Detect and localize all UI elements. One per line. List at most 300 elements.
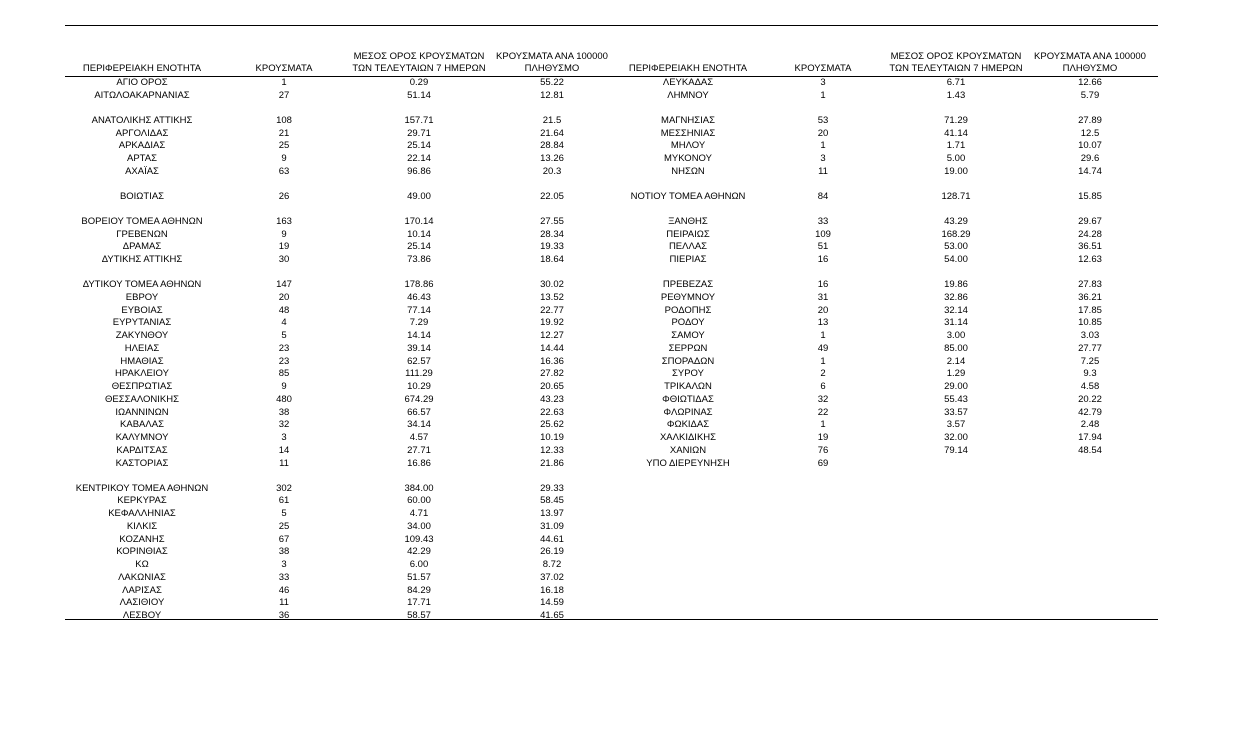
table-row bbox=[611, 115, 1158, 128]
cell-avg-7-days: 10.29 bbox=[407, 381, 431, 392]
spacer-row bbox=[65, 470, 611, 482]
cell-region: ΦΛΩΡΙΝΑΣ bbox=[663, 406, 713, 418]
cell-region: ΕΥΡΥΤΑΝΙΑΣ bbox=[112, 317, 172, 329]
spacer-row bbox=[611, 204, 1158, 216]
cell-cases: 9 bbox=[281, 153, 287, 164]
cell-per-100k: 28.84 bbox=[540, 140, 564, 152]
cell-region: ΘΕΣΠΡΩΤΙΑΣ bbox=[111, 381, 173, 392]
cell-per-100k: 24.28 bbox=[1078, 228, 1102, 240]
cell-per-100k: 44.61 bbox=[540, 533, 564, 545]
cell-region: ΣΕΡΡΩΝ bbox=[668, 342, 708, 354]
cell-per-100k: 29.67 bbox=[1078, 215, 1102, 227]
cell-avg-7-days: 0.29 bbox=[409, 77, 429, 88]
cell-cases: 5 bbox=[281, 330, 287, 341]
cell-cases: 1 bbox=[281, 77, 287, 88]
cell-cases: 63 bbox=[278, 165, 290, 177]
table-row bbox=[65, 292, 611, 305]
cell-region: ΞΑΝΘΗΣ bbox=[668, 215, 708, 227]
cell-avg-7-days: 43.29 bbox=[944, 215, 968, 227]
cell-avg-7-days: 1.71 bbox=[946, 140, 966, 152]
table-row bbox=[611, 229, 1158, 242]
top-rule bbox=[65, 25, 1158, 26]
cell-per-100k: 10.07 bbox=[1078, 140, 1102, 152]
cell-avg-7-days: 157.71 bbox=[404, 114, 434, 126]
cell-avg-7-days: 84.29 bbox=[407, 584, 431, 596]
cell-cases: 4 bbox=[281, 317, 287, 329]
cell-avg-7-days: 51.14 bbox=[407, 89, 431, 101]
cell-cases: 19 bbox=[278, 241, 290, 253]
cell-region: ΚΑΒΑΛΑΣ bbox=[120, 419, 164, 431]
cell-per-100k: 42.79 bbox=[1078, 406, 1102, 418]
cell-avg-7-days: 10.14 bbox=[407, 228, 431, 240]
cell-region: ΠΡΕΒΕΖΑΣ bbox=[662, 279, 714, 290]
cell-per-100k: 15.85 bbox=[1078, 190, 1102, 202]
cell-cases: 1 bbox=[820, 330, 826, 341]
table-row bbox=[611, 368, 1158, 381]
cell-per-100k: 27.55 bbox=[540, 215, 564, 227]
cell-avg-7-days: 16.86 bbox=[407, 457, 431, 469]
table-row bbox=[65, 521, 611, 534]
table-row bbox=[65, 407, 611, 420]
cell-cases: 13 bbox=[817, 317, 829, 329]
cell-region: ΑΡΚΑΔΙΑΣ bbox=[118, 140, 166, 152]
cell-avg-7-days: 39.14 bbox=[407, 342, 431, 354]
cell-region: ΛΕΣΒΟΥ bbox=[122, 610, 162, 621]
cell-avg-7-days: 1.43 bbox=[946, 89, 966, 101]
header-per-100k bbox=[496, 51, 608, 75]
cell-avg-7-days: 54.00 bbox=[944, 254, 968, 265]
cell-avg-7-days: 6.71 bbox=[946, 77, 966, 88]
cases-table-right bbox=[611, 52, 1158, 470]
cell-per-100k: 22.05 bbox=[540, 190, 564, 202]
cell-region: ΑΓΙΟ ΟΡΟΣ bbox=[116, 77, 168, 88]
cell-per-100k: 20.22 bbox=[1078, 393, 1102, 405]
cell-per-100k: 31.09 bbox=[540, 520, 564, 532]
header-per100k-line2: ΠΛΗΘΥΣΜΟ bbox=[524, 63, 580, 74]
table-row bbox=[611, 166, 1158, 179]
cell-avg-7-days: 27.71 bbox=[407, 444, 431, 456]
cell-region: ΙΩΑΝΝΙΝΩΝ bbox=[115, 406, 169, 418]
cell-cases: 3 bbox=[820, 153, 826, 164]
cell-per-100k: 21.5 bbox=[542, 114, 562, 126]
cell-region: ΛΑΡΙΣΑΣ bbox=[122, 584, 162, 596]
table-row bbox=[65, 77, 611, 90]
cell-avg-7-days: 674.29 bbox=[404, 393, 434, 405]
cell-cases: 51 bbox=[817, 241, 829, 253]
cell-per-100k: 14.59 bbox=[540, 597, 564, 609]
header-per100k-line1: ΚΡΟΥΣΜΑΤΑ ΑΝΑ 100000 bbox=[1034, 51, 1146, 62]
cell-region: ΑΝΑΤΟΛΙΚΗΣ ΑΤΤΙΚΗΣ bbox=[91, 114, 193, 126]
cell-region: ΔΡΑΜΑΣ bbox=[122, 241, 162, 253]
cell-avg-7-days: 73.86 bbox=[407, 254, 431, 265]
cell-region: ΧΑΝΙΩΝ bbox=[669, 444, 707, 456]
cell-avg-7-days: 3.57 bbox=[946, 419, 966, 431]
cell-avg-7-days: 2.14 bbox=[946, 355, 966, 367]
table-row bbox=[65, 317, 611, 330]
cell-region: ΓΡΕΒΕΝΩΝ bbox=[116, 228, 168, 240]
cell-region: ΜΗΛΟΥ bbox=[670, 140, 706, 152]
cell-region: ΛΑΚΩΝΙΑΣ bbox=[118, 571, 166, 583]
table-row bbox=[65, 330, 611, 343]
cell-cases: 21 bbox=[278, 127, 290, 139]
cell-cases: 20 bbox=[817, 304, 829, 316]
cell-region: ΑΡΤΑΣ bbox=[127, 153, 157, 164]
table-row bbox=[611, 394, 1158, 407]
table-row bbox=[65, 343, 611, 356]
table-row bbox=[611, 381, 1158, 394]
cell-region: ΚΕΦΑΛΛΗΝΙΑΣ bbox=[108, 508, 176, 519]
cell-avg-7-days: 53.00 bbox=[944, 241, 968, 253]
table-row bbox=[611, 216, 1158, 229]
table-row bbox=[611, 356, 1158, 369]
cell-per-100k: 5.79 bbox=[1080, 89, 1100, 101]
cell-avg-7-days: 71.29 bbox=[944, 114, 968, 126]
table-row bbox=[611, 254, 1158, 267]
table-row bbox=[611, 90, 1158, 103]
cell-per-100k: 10.85 bbox=[1078, 317, 1102, 329]
cell-avg-7-days: 3.00 bbox=[946, 330, 966, 341]
header-avg-7-days bbox=[352, 51, 485, 75]
cell-per-100k: 12.81 bbox=[540, 89, 564, 101]
cell-cases: 14 bbox=[278, 444, 290, 456]
table-row bbox=[65, 381, 611, 394]
cell-cases: 20 bbox=[817, 127, 829, 139]
cell-cases: 36 bbox=[278, 610, 290, 621]
cell-region: ΕΥΒΟΙΑΣ bbox=[121, 304, 163, 316]
cell-per-100k: 9.3 bbox=[1083, 368, 1097, 380]
cell-cases: 22 bbox=[817, 406, 829, 418]
table-row bbox=[611, 305, 1158, 318]
cell-per-100k: 2.48 bbox=[1080, 419, 1100, 431]
cell-region: ΑΡΓΟΛΙΔΑΣ bbox=[115, 127, 169, 139]
cell-avg-7-days: 49.00 bbox=[407, 190, 431, 202]
table-row bbox=[65, 356, 611, 369]
cell-cases: 19 bbox=[817, 432, 829, 443]
cell-region: ΤΡΙΚΑΛΩΝ bbox=[664, 381, 712, 392]
cell-region: ΗΛΕΙΑΣ bbox=[124, 342, 160, 354]
cell-avg-7-days: 178.86 bbox=[404, 279, 434, 290]
table-row bbox=[611, 241, 1158, 254]
cell-region: ΔΥΤΙΚΗΣ ΑΤΤΙΚΗΣ bbox=[101, 254, 183, 265]
cell-region: ΜΑΓΝΗΣΙΑΣ bbox=[661, 114, 715, 126]
cell-per-100k: 29.6 bbox=[1080, 153, 1100, 164]
cell-per-100k: 27.82 bbox=[540, 368, 564, 380]
table-row bbox=[611, 432, 1158, 445]
cell-avg-7-days: 33.57 bbox=[944, 406, 968, 418]
cell-avg-7-days: 25.14 bbox=[407, 140, 431, 152]
cell-avg-7-days: 58.57 bbox=[407, 610, 431, 621]
cell-per-100k: 17.85 bbox=[1078, 304, 1102, 316]
table-row bbox=[65, 115, 611, 128]
cell-avg-7-days: 25.14 bbox=[407, 241, 431, 253]
cell-avg-7-days: 62.57 bbox=[407, 355, 431, 367]
cell-region: ΣΠΟΡΑΔΩΝ bbox=[661, 355, 715, 367]
cell-cases: 38 bbox=[278, 546, 290, 558]
cell-avg-7-days: 55.43 bbox=[944, 393, 968, 405]
cell-per-100k: 36.21 bbox=[1078, 291, 1102, 303]
spacer-row bbox=[611, 103, 1158, 115]
cell-avg-7-days: 32.14 bbox=[944, 304, 968, 316]
cell-per-100k: 55.22 bbox=[540, 77, 564, 88]
table-row bbox=[65, 166, 611, 179]
table-row bbox=[65, 368, 611, 381]
cell-cases: 33 bbox=[278, 571, 290, 583]
table-row bbox=[65, 534, 611, 547]
table-row bbox=[65, 419, 611, 432]
table-row bbox=[65, 458, 611, 471]
table-row bbox=[65, 128, 611, 141]
cell-per-100k: 58.45 bbox=[540, 495, 564, 507]
cell-avg-7-days: 77.14 bbox=[407, 304, 431, 316]
cell-avg-7-days: 34.14 bbox=[407, 419, 431, 431]
spacer-row bbox=[611, 267, 1158, 279]
cell-avg-7-days: 128.71 bbox=[941, 190, 971, 202]
cell-region: ΜΥΚΟΝΟΥ bbox=[664, 153, 712, 164]
table-row bbox=[611, 330, 1158, 343]
spacer-row bbox=[65, 204, 611, 216]
bottom-rule bbox=[65, 619, 1158, 620]
cell-per-100k: 8.72 bbox=[542, 559, 562, 570]
cell-region: ΒΟΙΩΤΙΑΣ bbox=[119, 190, 165, 202]
cell-region: ΚΑΣΤΟΡΙΑΣ bbox=[115, 457, 169, 469]
cell-per-100k: 20.3 bbox=[542, 165, 562, 177]
table-row bbox=[65, 394, 611, 407]
cell-cases: 23 bbox=[278, 342, 290, 354]
cell-avg-7-days: 4.71 bbox=[409, 508, 429, 519]
cell-per-100k: 3.03 bbox=[1080, 330, 1100, 341]
cell-per-100k: 29.33 bbox=[540, 482, 564, 494]
cell-avg-7-days: 5.00 bbox=[946, 153, 966, 164]
cell-avg-7-days: 111.29 bbox=[405, 368, 433, 380]
cell-per-100k: 20.65 bbox=[540, 381, 564, 392]
cell-per-100k: 17.94 bbox=[1078, 432, 1102, 443]
table-row bbox=[611, 279, 1158, 292]
cell-per-100k: 14.74 bbox=[1078, 165, 1102, 177]
table-row bbox=[65, 572, 611, 585]
spacer-row bbox=[65, 179, 611, 191]
cell-avg-7-days: 19.86 bbox=[944, 279, 968, 290]
cell-cases: 25 bbox=[278, 140, 290, 152]
cell-cases: 11 bbox=[279, 457, 289, 469]
table-row bbox=[65, 279, 611, 292]
cell-region: ΝΟΤΙΟΥ ΤΟΜΕΑ ΑΘΗΝΩΝ bbox=[630, 190, 746, 202]
cell-cases: 3 bbox=[820, 77, 826, 88]
cell-per-100k: 48.54 bbox=[1078, 444, 1102, 456]
cell-region: ΣΥΡΟΥ bbox=[672, 368, 704, 380]
cases-table-left bbox=[65, 52, 611, 623]
table-row bbox=[65, 90, 611, 103]
cell-cases: 46 bbox=[278, 584, 290, 596]
cell-per-100k: 12.5 bbox=[1080, 127, 1100, 139]
table-row bbox=[65, 432, 611, 445]
header-cases: ΚΡΟΥΣΜΑΤΑ bbox=[255, 63, 313, 74]
cell-cases: 9 bbox=[281, 381, 287, 392]
cell-avg-7-days: 14.14 bbox=[407, 330, 431, 341]
cell-cases: 27 bbox=[278, 89, 290, 101]
cell-region: ΚΕΡΚΥΡΑΣ bbox=[117, 495, 167, 507]
cell-region: ΣΑΜΟΥ bbox=[671, 330, 705, 341]
cell-per-100k: 19.92 bbox=[540, 317, 564, 329]
table-row bbox=[65, 546, 611, 559]
table-row bbox=[65, 610, 611, 623]
cell-per-100k: 12.33 bbox=[540, 444, 564, 456]
cell-cases: 61 bbox=[278, 495, 290, 507]
cell-avg-7-days: 79.14 bbox=[944, 444, 968, 456]
cell-cases: 25 bbox=[278, 520, 290, 532]
cell-per-100k: 13.97 bbox=[540, 508, 564, 519]
table-row bbox=[611, 343, 1158, 356]
cell-cases: 32 bbox=[278, 419, 290, 431]
cell-per-100k: 26.19 bbox=[540, 546, 564, 558]
table-row bbox=[65, 305, 611, 318]
cell-per-100k: 7.25 bbox=[1080, 355, 1100, 367]
cell-avg-7-days: 29.00 bbox=[944, 381, 968, 392]
cell-region: ΗΜΑΘΙΑΣ bbox=[120, 355, 164, 367]
cell-avg-7-days: 32.00 bbox=[944, 432, 968, 443]
header-avg-line1: ΜΕΣΟΣ ΟΡΟΣ ΚΡΟΥΣΜΑΤΩΝ bbox=[353, 51, 485, 62]
table-header-right bbox=[611, 52, 1158, 77]
table-body-right bbox=[611, 77, 1158, 470]
cell-cases: 1 bbox=[820, 89, 826, 101]
cell-cases: 3 bbox=[281, 559, 287, 570]
cell-per-100k: 36.51 bbox=[1078, 241, 1102, 253]
cell-avg-7-days: 17.71 bbox=[407, 597, 431, 609]
cell-per-100k: 37.02 bbox=[540, 571, 564, 583]
cell-cases: 480 bbox=[276, 393, 292, 405]
cell-region: ΑΙΤΩΛΟΑΚΑΡΝΑΝΙΑΣ bbox=[94, 89, 190, 101]
cell-per-100k: 21.86 bbox=[540, 457, 564, 469]
cell-cases: 1 bbox=[820, 355, 826, 367]
cell-avg-7-days: 6.00 bbox=[409, 559, 429, 570]
cell-per-100k: 28.34 bbox=[540, 228, 564, 240]
cell-per-100k: 19.33 bbox=[540, 241, 564, 253]
cell-region: ΠΕΛΛΑΣ bbox=[668, 241, 708, 253]
cell-region: ΚΑΡΔΙΤΣΑΣ bbox=[116, 444, 168, 456]
header-region: ΠΕΡΙΦΕΡΕΙΑΚΗ ΕΝΟΤΗΤΑ bbox=[82, 63, 202, 74]
cell-cases: 9 bbox=[281, 228, 287, 240]
cell-per-100k: 13.52 bbox=[540, 291, 564, 303]
cell-cases: 67 bbox=[278, 533, 290, 545]
header-avg-line2: ΤΩΝ ΤΕΛΕΥΤΑΙΩΝ 7 ΗΜΕΡΩΝ bbox=[889, 63, 1023, 74]
cell-cases: 147 bbox=[276, 279, 292, 290]
header-per100k-line2: ΠΛΗΘΥΣΜΟ bbox=[1062, 63, 1118, 74]
cell-per-100k: 12.27 bbox=[540, 330, 564, 341]
cell-cases: 302 bbox=[276, 482, 292, 494]
cell-region: ΦΩΚΙΔΑΣ bbox=[666, 419, 710, 431]
cell-cases: 11 bbox=[279, 597, 289, 609]
table-row bbox=[611, 419, 1158, 432]
cell-cases: 1 bbox=[820, 419, 826, 431]
table-row bbox=[611, 140, 1158, 153]
spacer-row bbox=[65, 103, 611, 115]
cell-region: ΖΑΚΥΝΘΟΥ bbox=[115, 330, 169, 341]
cell-region: ΚΕΝΤΡΙΚΟΥ ΤΟΜΕΑ ΑΘΗΝΩΝ bbox=[75, 482, 209, 494]
table-row bbox=[611, 458, 1158, 471]
cell-region: ΕΒΡΟΥ bbox=[125, 291, 159, 303]
spacer-row bbox=[65, 267, 611, 279]
cell-cases: 30 bbox=[278, 254, 290, 265]
table-row bbox=[65, 483, 611, 496]
table-row bbox=[611, 317, 1158, 330]
table-row bbox=[65, 559, 611, 572]
cell-cases: 38 bbox=[278, 406, 290, 418]
cell-per-100k: 14.44 bbox=[540, 342, 564, 354]
cell-avg-7-days: 31.14 bbox=[944, 317, 968, 329]
cell-cases: 2 bbox=[820, 368, 826, 380]
cell-per-100k: 30.02 bbox=[540, 279, 564, 290]
cell-per-100k: 22.63 bbox=[540, 406, 564, 418]
cell-avg-7-days: 170.14 bbox=[404, 215, 434, 227]
cell-per-100k: 27.89 bbox=[1078, 114, 1102, 126]
table-row bbox=[611, 445, 1158, 458]
table-row bbox=[611, 77, 1158, 90]
cell-cases: 1 bbox=[820, 140, 826, 152]
cell-avg-7-days: 66.57 bbox=[407, 406, 431, 418]
cell-cases: 23 bbox=[278, 355, 290, 367]
cell-region: ΛΕΥΚΑΔΑΣ bbox=[662, 77, 714, 88]
cell-region: ΑΧΑΪΑΣ bbox=[125, 165, 159, 177]
table-row bbox=[611, 407, 1158, 420]
header-per100k-line1: ΚΡΟΥΣΜΑΤΑ ΑΝΑ 100000 bbox=[496, 51, 608, 62]
header-region: ΠΕΡΙΦΕΡΕΙΑΚΗ ΕΝΟΤΗΤΑ bbox=[628, 63, 748, 74]
cell-avg-7-days: 19.00 bbox=[944, 165, 968, 177]
cell-per-100k: 16.36 bbox=[540, 355, 564, 367]
cell-per-100k: 13.26 bbox=[540, 153, 564, 164]
cell-cases: 16 bbox=[817, 279, 829, 290]
header-avg-line1: ΜΕΣΟΣ ΟΡΟΣ ΚΡΟΥΣΜΑΤΩΝ bbox=[890, 51, 1022, 62]
cell-avg-7-days: 96.86 bbox=[407, 165, 431, 177]
cell-region: ΡΟΔΟΠΗΣ bbox=[664, 304, 712, 316]
cell-region: ΚΟΖΑΝΗΣ bbox=[119, 533, 165, 545]
cell-per-100k: 21.64 bbox=[540, 127, 564, 139]
cell-cases: 49 bbox=[817, 342, 829, 354]
cell-cases: 20 bbox=[278, 291, 290, 303]
table-row bbox=[65, 241, 611, 254]
cell-region: ΚΙΛΚΙΣ bbox=[126, 520, 158, 532]
table-row bbox=[65, 254, 611, 267]
table-row bbox=[65, 495, 611, 508]
cell-cases: 163 bbox=[276, 215, 292, 227]
table-row bbox=[65, 229, 611, 242]
cell-cases: 26 bbox=[278, 190, 290, 202]
cell-avg-7-days: 4.57 bbox=[409, 432, 429, 443]
cell-cases: 108 bbox=[276, 114, 292, 126]
cell-cases: 84 bbox=[817, 190, 829, 202]
cell-avg-7-days: 29.71 bbox=[407, 127, 431, 139]
table-row bbox=[611, 292, 1158, 305]
cell-per-100k: 27.77 bbox=[1078, 342, 1102, 354]
cell-per-100k: 12.66 bbox=[1078, 77, 1102, 88]
table-row bbox=[65, 508, 611, 521]
table-row bbox=[611, 128, 1158, 141]
table-row bbox=[65, 153, 611, 166]
spacer-row bbox=[611, 179, 1158, 191]
cell-cases: 85 bbox=[278, 368, 290, 380]
cell-cases: 33 bbox=[817, 215, 829, 227]
cell-per-100k: 10.19 bbox=[540, 432, 564, 443]
cell-cases: 31 bbox=[817, 291, 829, 303]
cell-avg-7-days: 42.29 bbox=[407, 546, 431, 558]
cell-avg-7-days: 34.00 bbox=[407, 520, 431, 532]
cell-region: ΠΕΙΡΑΙΩΣ bbox=[666, 228, 710, 240]
cell-avg-7-days: 1.29 bbox=[946, 368, 966, 380]
cell-cases: 69 bbox=[817, 457, 829, 469]
cell-cases: 48 bbox=[278, 304, 290, 316]
cell-region: ΥΠΟ ΔΙΕΡΕΥΝΗΣΗ bbox=[646, 457, 730, 469]
cell-region: ΔΥΤΙΚΟΥ ΤΟΜΕΑ ΑΘΗΝΩΝ bbox=[82, 279, 202, 290]
cell-region: ΚΑΛΥΜΝΟΥ bbox=[115, 432, 169, 443]
cell-cases: 11 bbox=[818, 165, 828, 177]
